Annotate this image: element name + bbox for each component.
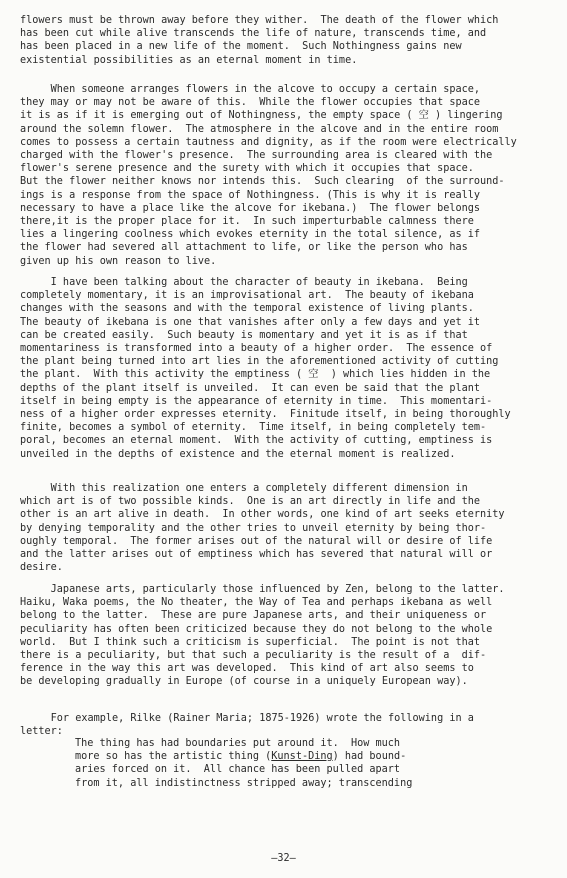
text-line: But the flower neither knows nor intends this. Such clearing of the surround- (20, 176, 505, 188)
text-line: the flower had severed all attachment to life, or like the person who has (20, 242, 468, 254)
page-number: —32— (271, 853, 296, 864)
text-line: existential possibilities as an eternal moment in time. (20, 54, 358, 66)
text-line: there,it is the proper place for it. In such imperturbable calmness there (20, 216, 474, 228)
text-line: which art is of two possible kinds. One is an art directly in life and the (20, 496, 481, 508)
text-line: the plant being turned into art lies in the aforementioned activity of cutting (20, 356, 499, 368)
text-line: necessary to have a place like the alcove for ikebana.) The flower belongs (20, 202, 481, 214)
text-line: oughly temporal. The former arises out of the natural will or desire of life (20, 535, 493, 547)
text-line: and the latter arises out of emptiness which has severed that natural will or (20, 549, 493, 561)
text-line: For example, Rilke (Rainer Maria; 1875-1926) wrote the following in a (20, 713, 474, 724)
quote-line (75, 750, 515, 763)
paragraph-3 (20, 276, 550, 461)
quote-line: aries forced on it. All chance has been pulled apart (75, 764, 401, 776)
underlined-term: Kunst-Ding (271, 751, 333, 763)
text-line: completely momentary, it is an improvisational art. The beauty of ikebana (20, 290, 474, 302)
text-line: other is an art alive in death. In other words, one kind of art seeks eternity (20, 509, 505, 521)
text-line: around the solemn flower. The atmosphere in the alcove and in the entire room (20, 123, 499, 135)
text-line: letter: (20, 726, 63, 738)
text-line: desire. (20, 562, 63, 574)
text-line: has been placed in a new life of the moment. Such Nothingness gains new (20, 41, 462, 53)
text-line: Haiku, Waka poems, the No theater, the Way of Tea and perhaps ikebana as well (20, 597, 493, 609)
text-line: the plant. With this activity the emptiness ( 空 ) which lies hidden in the (20, 369, 491, 381)
text-line: flower's serene presence and the surety with which it occupies that space. (20, 163, 474, 175)
paragraph-4 (20, 482, 550, 574)
paragraph-1 (20, 14, 550, 67)
text-line: they may or may not be aware of this. While the flower occupies that space (20, 97, 481, 109)
text-line: comes to possess a certain tautness and dignity, as if the room were electrically (20, 136, 517, 148)
paragraph-5 (20, 583, 550, 689)
text-line: The beauty of ikebana is one that vanishes after only a few days and yet it (20, 316, 481, 328)
text-line: poral, becomes an eternal moment. With the activity of cutting, emptiness is (20, 435, 493, 447)
text-line: When someone arranges flowers in the alcove to occupy a certain space, (20, 84, 481, 95)
paragraph-2 (20, 83, 550, 268)
text-line: ference in the way this art was developed. This kind of art also seems to (20, 663, 474, 675)
text-line: finite, becomes a symbol of eternity. Time itself, in being completely tem- (20, 422, 487, 434)
block-quote (75, 737, 515, 790)
quote-line: The thing has had boundaries put around it. How much (75, 738, 401, 749)
text-line: I have been talking about the character of beauty in ikebana. Being (20, 277, 468, 288)
paragraph-6 (20, 712, 550, 738)
text-line: be developing gradually in Europe (of course in a uniquely European way). (20, 676, 468, 688)
text-line: unveiled in the depths of existence and the eternal moment is realized. (20, 448, 456, 460)
text-line: world. But I think such a criticism is superficial. The point is not that (20, 636, 481, 648)
quote-text: ) had bound- (332, 751, 407, 763)
quote-text: more so has the artistic thing ( (75, 751, 272, 763)
text-line: belong to the latter. These are pure Japanese arts, and their uniqueness or (20, 610, 487, 622)
text-line: peculiarity has often been criticized because they do not belong to the whole (20, 623, 493, 635)
text-line: ness of a higher order expresses eternity. Finitude itself, in being thoroughly (20, 409, 511, 421)
text-line: depths of the plant itself is unveiled. It can even be said that the plant (20, 382, 481, 394)
text-line: there is a peculiarity, but that such a peculiarity is the result of a dif- (20, 650, 487, 662)
text-line: lies a lingering coolness which evokes eternity in the total silence, as if (20, 229, 481, 241)
text-line: it is as if it is emerging out of Nothingness, the empty space ( 空 ) lingering (20, 110, 503, 122)
text-line: changes with the seasons and with the temporal existence of living plants. (20, 303, 474, 315)
text-line: momentariness is transformed into a beauty of a higher order. The essence of (20, 343, 493, 355)
text-line: given up his own reason to live. (20, 255, 217, 267)
text-line: charged with the flower's presence. The surrounding area is cleared with the (20, 150, 493, 162)
text-line: With this realization one enters a completely different dimension in (20, 483, 468, 494)
text-line: ings is a response from the space of Nothingness. (This is why it is really (20, 189, 481, 201)
text-line: has been cut while alive transcends the life of nature, transcends time, and (20, 28, 487, 40)
text-line: can be created easily. Such beauty is momentary and yet it is as if that (20, 329, 468, 341)
text-line: flowers must be thrown away before they wither. The death of the flower which (20, 15, 499, 26)
quote-line: from it, all indistinctness stripped away; transcending (75, 777, 413, 789)
text-line: Japanese arts, particularly those influenced by Zen, belong to the latter. (20, 584, 505, 595)
text-line: by denying temporality and the other tries to unveil eternity by being thor- (20, 522, 487, 534)
text-line: itself in being empty is the appearance of eternity in time. This momentari- (20, 395, 493, 407)
